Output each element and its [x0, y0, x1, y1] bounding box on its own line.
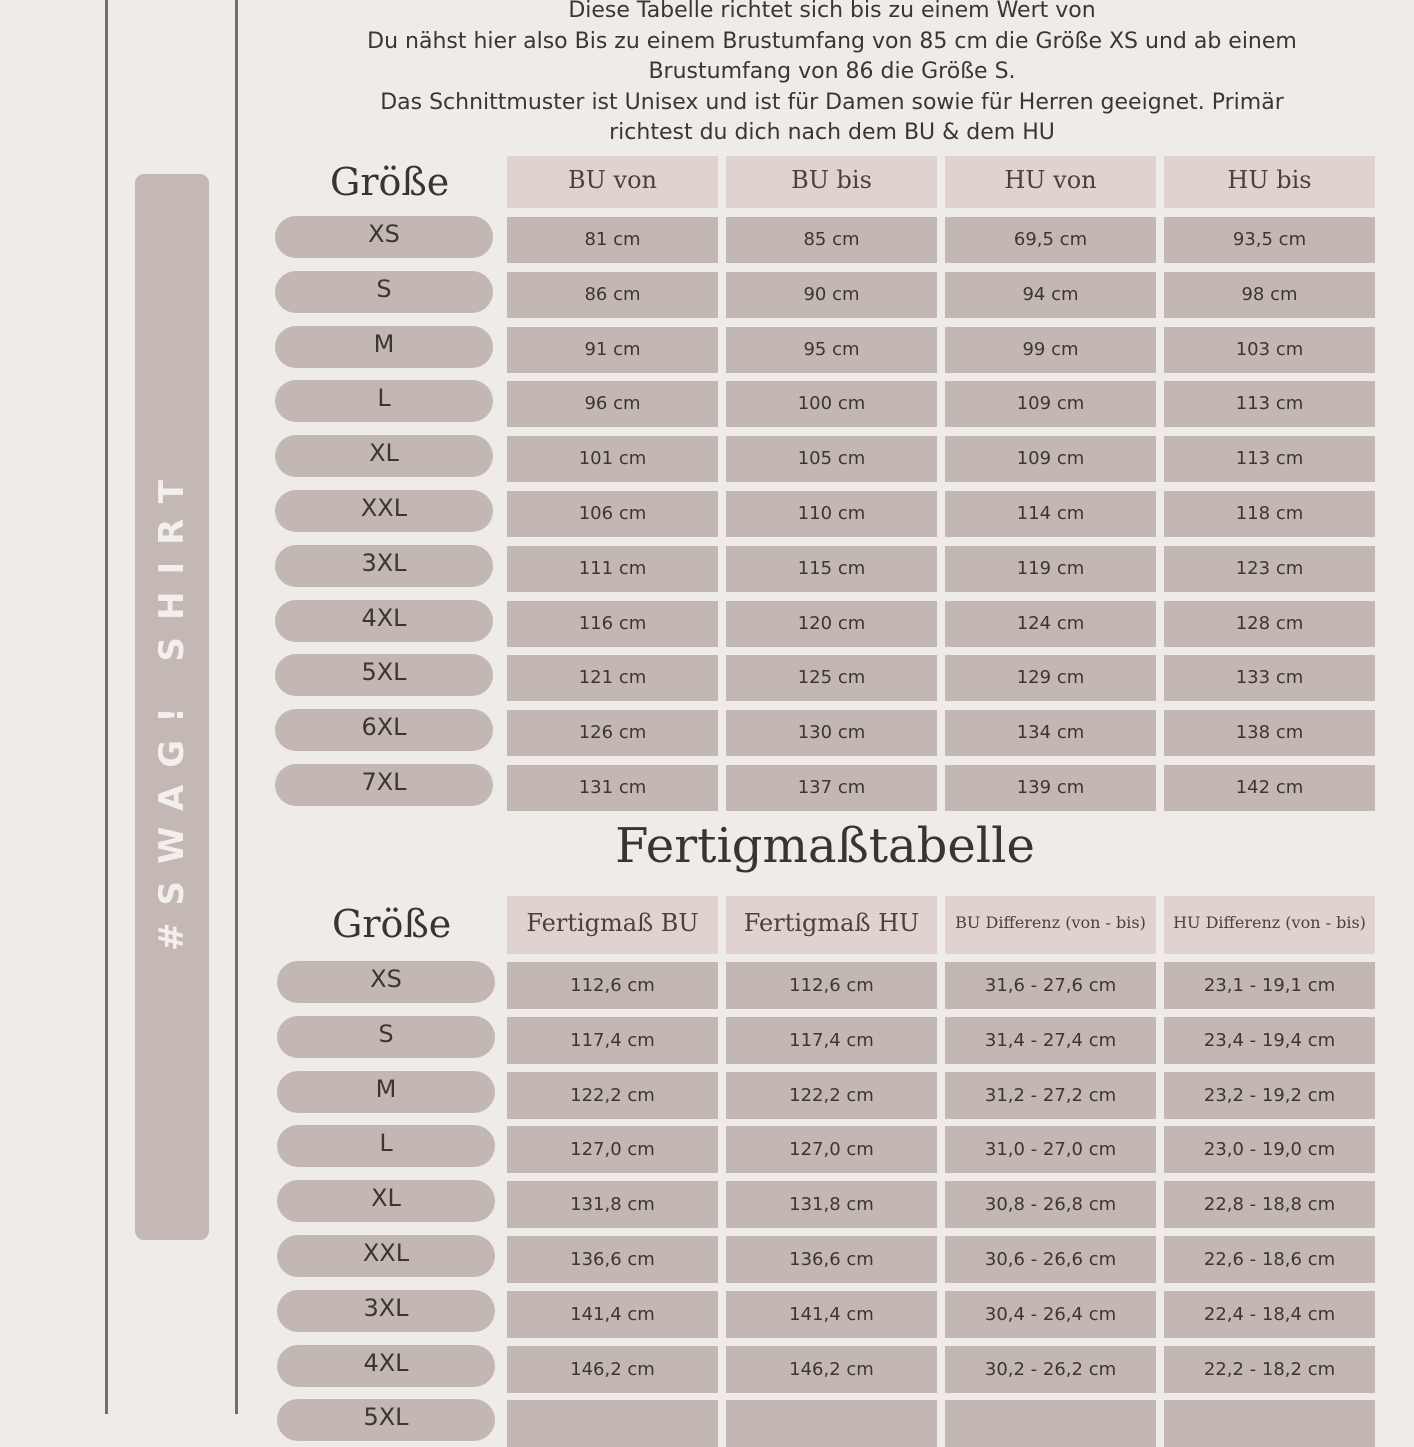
left-divider-line — [105, 0, 108, 1414]
table2-table-cell: 31,2 - 27,2 cm — [945, 1072, 1156, 1119]
table1-table-cell: 114 cm — [945, 491, 1156, 537]
table1-table-cell: 93,5 cm — [1164, 217, 1375, 263]
table2-header-cell: HU Differenz (von - bis) — [1164, 896, 1375, 954]
intro-line: Das Schnittmuster ist Unisex und ist für Damen sowie für Herren geeignet. Primär — [380, 89, 1284, 115]
table2-size-pill: 4XL — [277, 1345, 495, 1387]
table2-table-cell: 117,4 cm — [726, 1017, 937, 1064]
table1-size-pill: XXL — [275, 490, 493, 532]
table1-table-cell: 120 cm — [726, 601, 937, 647]
table1-table-cell: 95 cm — [726, 327, 937, 373]
intro-text — [300, 0, 1364, 149]
table1-header-cell: HU bis — [1164, 156, 1375, 208]
table1-table-cell: 129 cm — [945, 655, 1156, 701]
table2-table-cell: 146,2 cm — [726, 1346, 937, 1393]
table1-table-cell: 91 cm — [507, 327, 718, 373]
intro-line: Du nähst hier also Bis zu einem Brustumfang von 85 cm die Größe XS und ab einem — [367, 28, 1297, 54]
table1-table-cell: 137 cm — [726, 765, 937, 811]
table2-size-pill: 5XL — [277, 1399, 495, 1441]
table2-table-cell: 112,6 cm — [507, 962, 718, 1009]
table2-table-cell: 141,4 cm — [507, 1291, 718, 1338]
table1-table-cell: 94 cm — [945, 272, 1156, 318]
table1-size-pill: XS — [275, 216, 493, 258]
table1-table-cell: 125 cm — [726, 655, 937, 701]
table1-size-pill: 4XL — [275, 600, 493, 642]
table2-table-cell: 31,4 - 27,4 cm — [945, 1017, 1156, 1064]
table1-size-pill: L — [275, 380, 493, 422]
table2-table-cell: 112,6 cm — [726, 962, 937, 1009]
table1-table-cell: 111 cm — [507, 546, 718, 592]
table1-table-cell: 118 cm — [1164, 491, 1375, 537]
table1-table-cell: 128 cm — [1164, 601, 1375, 647]
table1-table-cell: 81 cm — [507, 217, 718, 263]
table2-table-cell: 127,0 cm — [507, 1126, 718, 1173]
table1-table-cell: 115 cm — [726, 546, 937, 592]
table2-size-pill: XL — [277, 1180, 495, 1222]
table2-table-cell: 30,6 - 26,6 cm — [945, 1236, 1156, 1283]
table2-table-cell: 30,8 - 26,8 cm — [945, 1181, 1156, 1228]
table1-size-header: Größe — [330, 160, 450, 204]
table2-table-cell: 30,4 - 26,4 cm — [945, 1291, 1156, 1338]
intro-line: Diese Tabelle richtet sich bis zu einem Wert von — [568, 0, 1096, 23]
section-title: Fertigmaßtabelle — [615, 818, 1035, 874]
table1-size-pill: 7XL — [275, 764, 493, 806]
table1-table-cell: 100 cm — [726, 381, 937, 427]
table1-table-cell: 90 cm — [726, 272, 937, 318]
table2-table-cell: 117,4 cm — [507, 1017, 718, 1064]
table2-table-cell: 22,2 - 18,2 cm — [1164, 1346, 1375, 1393]
table2-table-cell: 30,2 - 26,2 cm — [945, 1346, 1156, 1393]
table1-size-pill: 3XL — [275, 545, 493, 587]
table1-table-cell: 130 cm — [726, 710, 937, 756]
table2-table-cell — [945, 1400, 1156, 1447]
table1-table-cell: 86 cm — [507, 272, 718, 318]
table2-table-cell — [1164, 1400, 1375, 1447]
table1-table-cell: 121 cm — [507, 655, 718, 701]
table2-size-header: Größe — [332, 902, 452, 946]
table2-size-pill: XS — [277, 961, 495, 1003]
table1-table-cell: 109 cm — [945, 436, 1156, 482]
table2-table-cell: 136,6 cm — [507, 1236, 718, 1283]
table2-table-cell: 31,6 - 27,6 cm — [945, 962, 1156, 1009]
table1-size-pill: 6XL — [275, 709, 493, 751]
table2-size-pill: 3XL — [277, 1290, 495, 1332]
table1-table-cell: 103 cm — [1164, 327, 1375, 373]
table1-table-cell: 99 cm — [945, 327, 1156, 373]
table1-table-cell: 101 cm — [507, 436, 718, 482]
table2-table-cell: 131,8 cm — [507, 1181, 718, 1228]
table1-table-cell: 123 cm — [1164, 546, 1375, 592]
table1-size-pill: XL — [275, 435, 493, 477]
intro-line: Brustumfang von 86 die Größe S. — [648, 59, 1016, 84]
table2-header-cell: Fertigmaß HU — [726, 896, 937, 954]
table1-table-cell: 98 cm — [1164, 272, 1375, 318]
table2-table-cell: 23,1 - 19,1 cm — [1164, 962, 1375, 1009]
table1-table-cell: 126 cm — [507, 710, 718, 756]
table1-table-cell: 124 cm — [945, 601, 1156, 647]
table1-table-cell: 133 cm — [1164, 655, 1375, 701]
table2-table-cell: 23,2 - 19,2 cm — [1164, 1072, 1375, 1119]
table1-table-cell: 139 cm — [945, 765, 1156, 811]
table1-table-cell: 138 cm — [1164, 710, 1375, 756]
table1-table-cell: 110 cm — [726, 491, 937, 537]
table2-header-cell: BU Differenz (von - bis) — [945, 896, 1156, 954]
table2-table-cell: 22,4 - 18,4 cm — [1164, 1291, 1375, 1338]
table1-table-cell: 69,5 cm — [945, 217, 1156, 263]
table1-table-cell: 106 cm — [507, 491, 718, 537]
table2-size-pill: M — [277, 1071, 495, 1113]
table1-table-cell: 85 cm — [726, 217, 937, 263]
right-divider-line — [235, 0, 238, 1414]
table1-size-pill: S — [275, 271, 493, 313]
table2-size-pill: XXL — [277, 1235, 495, 1277]
table1-table-cell: 119 cm — [945, 546, 1156, 592]
table2-table-cell: 141,4 cm — [726, 1291, 937, 1338]
table1-table-cell: 142 cm — [1164, 765, 1375, 811]
table1-table-cell: 113 cm — [1164, 436, 1375, 482]
table2-table-cell — [507, 1400, 718, 1447]
table2-table-cell: 127,0 cm — [726, 1126, 937, 1173]
table2-table-cell: 22,6 - 18,6 cm — [1164, 1236, 1375, 1283]
side-label: #SWAG! SHIRT — [152, 463, 192, 951]
table1-table-cell: 109 cm — [945, 381, 1156, 427]
table1-table-cell: 105 cm — [726, 436, 937, 482]
table2-table-cell: 23,0 - 19,0 cm — [1164, 1126, 1375, 1173]
table1-header-cell: BU von — [507, 156, 718, 208]
table2-table-cell: 23,4 - 19,4 cm — [1164, 1017, 1375, 1064]
table2-size-pill: S — [277, 1016, 495, 1058]
table2-table-cell: 136,6 cm — [726, 1236, 937, 1283]
table1-table-cell: 131 cm — [507, 765, 718, 811]
table2-table-cell: 122,2 cm — [507, 1072, 718, 1119]
table1-size-pill: M — [275, 326, 493, 368]
intro-line: richtest du dich nach dem BU & dem HU — [609, 120, 1055, 145]
table2-header-cell: Fertigmaß BU — [507, 896, 718, 954]
table1-table-cell: 113 cm — [1164, 381, 1375, 427]
table2-size-pill: L — [277, 1125, 495, 1167]
table2-table-cell — [726, 1400, 937, 1447]
table2-table-cell: 122,2 cm — [726, 1072, 937, 1119]
table2-table-cell: 131,8 cm — [726, 1181, 937, 1228]
table1-table-cell: 96 cm — [507, 381, 718, 427]
table1-table-cell: 116 cm — [507, 601, 718, 647]
table1-table-cell: 134 cm — [945, 710, 1156, 756]
table2-table-cell: 146,2 cm — [507, 1346, 718, 1393]
table2-table-cell: 22,8 - 18,8 cm — [1164, 1181, 1375, 1228]
table1-header-cell: BU bis — [726, 156, 937, 208]
table1-size-pill: 5XL — [275, 654, 493, 696]
table1-header-cell: HU von — [945, 156, 1156, 208]
table2-table-cell: 31,0 - 27,0 cm — [945, 1126, 1156, 1173]
